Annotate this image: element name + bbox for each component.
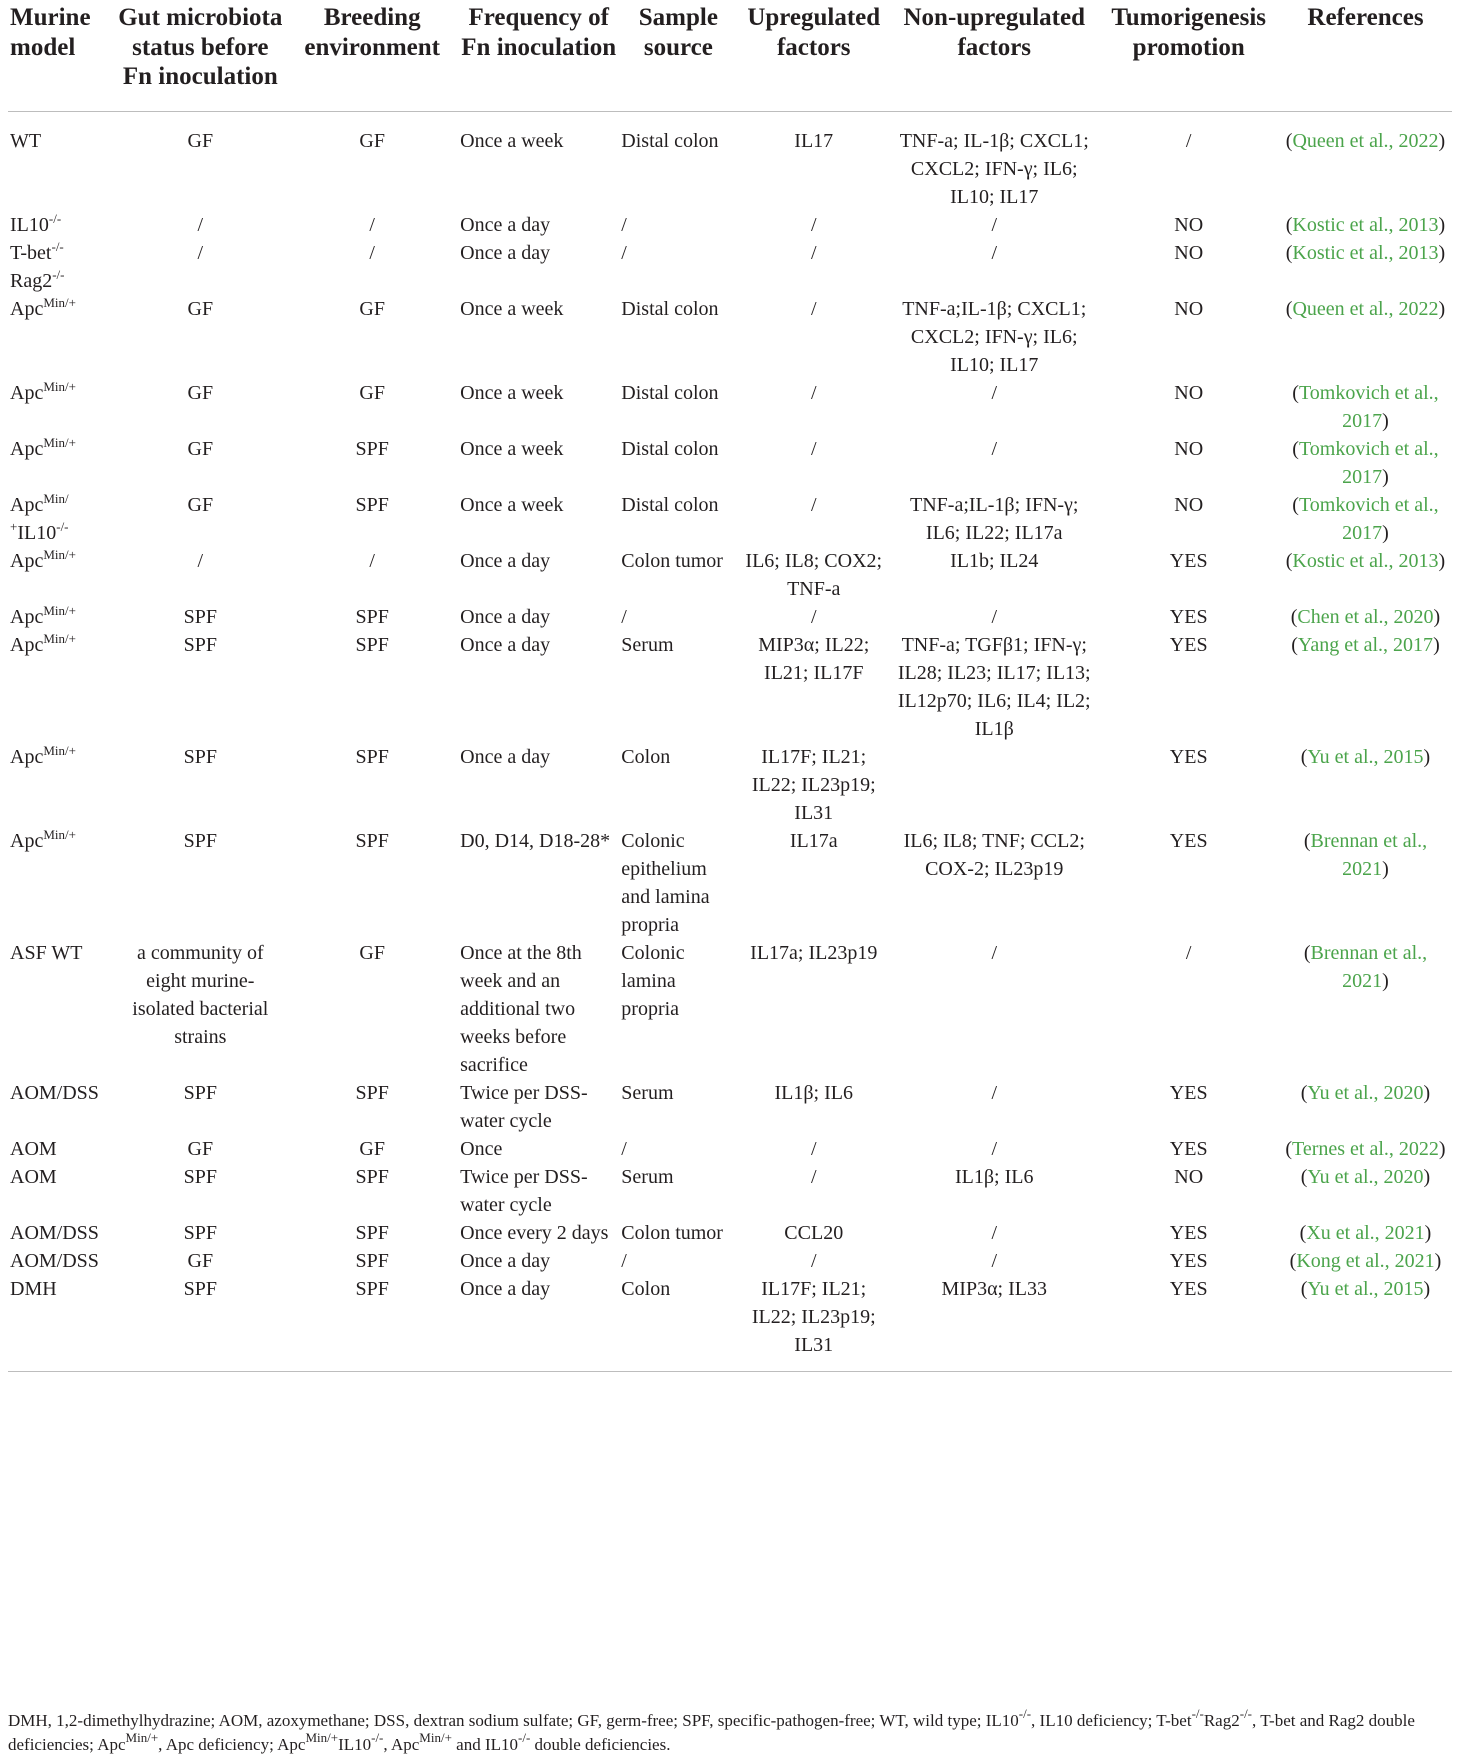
reference-link[interactable]: Kong et al., 2021 bbox=[1296, 1249, 1435, 1272]
cell-inoculation-frequency: Once a day bbox=[460, 745, 551, 768]
cell-gut-microbiota-status: a community of eight murine-isolated bacterial strains bbox=[132, 941, 269, 1048]
table-row bbox=[8, 295, 1452, 379]
cell-breeding-environment: SPF bbox=[355, 437, 389, 460]
cell-upregulated-factors: / bbox=[810, 381, 817, 404]
cell-non-upregulated-factors: IL1β; IL6 bbox=[954, 1165, 1034, 1188]
reference-link[interactable]: Tomkovich et al., 2017 bbox=[1298, 493, 1439, 544]
cell-breeding-environment: SPF bbox=[355, 1165, 389, 1188]
cell-gut-microbiota-status: GF bbox=[187, 1137, 214, 1160]
cell-murine-model bbox=[8, 1135, 114, 1163]
model-text: IL10 bbox=[17, 521, 57, 544]
cell-upregulated-factors: / bbox=[810, 297, 817, 320]
cell-reference: (Chen et al., 2020) bbox=[1290, 605, 1441, 628]
cell-reference: (Tomkovich et al., 2017) bbox=[1292, 381, 1439, 432]
footnote-text: double deficiencies. bbox=[530, 1735, 671, 1754]
cell-non-upregulated-factors: / bbox=[991, 1221, 998, 1244]
model-superscript: -/- bbox=[51, 238, 64, 254]
table-row bbox=[8, 827, 1452, 939]
footnote-text: Rag2 bbox=[1203, 1711, 1240, 1730]
cell-tumorigenesis-promotion: NO bbox=[1174, 297, 1204, 320]
model-text: Rag2 bbox=[10, 269, 53, 292]
model-text: AOM/DSS bbox=[10, 1081, 99, 1104]
cell-inoculation-frequency: Twice per DSS-water cycle bbox=[460, 1165, 588, 1216]
cell-upregulated-factors: IL17 bbox=[794, 129, 834, 152]
table-row bbox=[8, 1163, 1452, 1219]
model-superscript: -/- bbox=[56, 518, 69, 534]
cell-non-upregulated-factors: / bbox=[991, 605, 998, 628]
cell-non-upregulated-factors: / bbox=[991, 381, 998, 404]
cell-gut-microbiota-status: SPF bbox=[183, 633, 217, 656]
reference-link[interactable]: Yang et al., 2017 bbox=[1297, 633, 1434, 656]
model-superscript: Min/+ bbox=[43, 602, 76, 618]
cell-reference: (Ternes et al., 2022) bbox=[1285, 1137, 1446, 1160]
model-superscript: Min/ bbox=[43, 490, 69, 506]
cell-sample-source: Colon bbox=[621, 745, 671, 768]
cell-gut-microbiota-status: SPF bbox=[183, 745, 217, 768]
reference-link[interactable]: Xu et al., 2021 bbox=[1306, 1221, 1425, 1244]
cell-non-upregulated-factors: TNF-a; TGFβ1; IFN-γ; IL28; IL23; IL17; IL13; IL12p70; IL6; IL4; IL2; IL1β bbox=[897, 633, 1091, 740]
cell-inoculation-frequency: Once every 2 days bbox=[460, 1221, 609, 1244]
cell-breeding-environment: / bbox=[369, 549, 375, 572]
cell-tumorigenesis-promotion: YES bbox=[1169, 1221, 1208, 1244]
cell-tumorigenesis-promotion: NO bbox=[1174, 381, 1204, 404]
cell-gut-microbiota-status: GF bbox=[187, 381, 214, 404]
table-row bbox=[8, 435, 1452, 491]
table-row bbox=[8, 1219, 1452, 1247]
cell-sample-source: Colon tumor bbox=[621, 1221, 723, 1244]
table-header-row bbox=[8, 0, 1452, 111]
cell-murine-model bbox=[8, 435, 114, 491]
column-header-murine-model: Murine model bbox=[8, 0, 114, 111]
column-header-sample-source: Sample source bbox=[619, 0, 737, 111]
cell-gut-microbiota-status: SPF bbox=[114, 1275, 286, 1372]
cell-upregulated-factors: / bbox=[810, 1165, 817, 1188]
reference-link[interactable]: Chen et al., 2020 bbox=[1297, 605, 1434, 628]
reference-link[interactable]: Yu et al., 2020 bbox=[1307, 1165, 1424, 1188]
murine-model-table bbox=[8, 0, 1452, 1372]
cell-inoculation-frequency: D0, D14, D18-28* bbox=[460, 829, 611, 852]
column-header-gut-microbiota-status: Gut microbiota status before Fn inoculation bbox=[114, 0, 286, 111]
cell-breeding-environment: / bbox=[369, 213, 375, 236]
cell-reference: (Queen et al., 2022) bbox=[1285, 297, 1446, 320]
cell-sample-source: Colonic lamina propria bbox=[621, 941, 685, 1020]
cell-inoculation-frequency: Once at the 8th week and an additional two weeks before sacrifice bbox=[460, 941, 582, 1076]
cell-non-upregulated-factors: / bbox=[991, 1081, 998, 1104]
cell-upregulated-factors: / bbox=[810, 241, 817, 264]
cell-inoculation-frequency: Once a day bbox=[460, 605, 551, 628]
table-row bbox=[8, 1275, 1452, 1372]
cell-reference: (Yu et al., 2020) bbox=[1300, 1081, 1431, 1104]
cell-reference: (Yu et al., 2020) bbox=[1300, 1165, 1431, 1188]
model-superscript: Min/+ bbox=[43, 434, 76, 450]
cell-upregulated-factors: / bbox=[810, 493, 817, 516]
cell-sample-source: Serum bbox=[621, 633, 674, 656]
cell-breeding-environment: SPF bbox=[355, 605, 389, 628]
cell-inoculation-frequency: Once a day bbox=[458, 1275, 619, 1372]
reference-link[interactable]: Yu et al., 2015 bbox=[1307, 745, 1424, 768]
model-text: AOM/DSS bbox=[10, 1221, 99, 1244]
model-superscript: Min/+ bbox=[43, 378, 76, 394]
cell-breeding-environment: SPF bbox=[286, 1275, 458, 1372]
cell-gut-microbiota-status: SPF bbox=[183, 1221, 217, 1244]
cell-tumorigenesis-promotion: YES bbox=[1169, 1081, 1208, 1104]
cell-breeding-environment: GF bbox=[359, 129, 385, 152]
footnote-sup: -/- bbox=[371, 1730, 384, 1745]
column-header-upregulated-factors: Upregulated factors bbox=[737, 0, 890, 111]
table-row bbox=[8, 111, 1452, 211]
reference-link[interactable]: Yu et al., 2015 bbox=[1307, 1277, 1424, 1300]
cell-murine-model bbox=[8, 1079, 114, 1135]
cell-inoculation-frequency: Twice per DSS-water cycle bbox=[460, 1081, 588, 1132]
model-text: WT bbox=[10, 129, 42, 152]
table-row bbox=[8, 1247, 1452, 1275]
table-row bbox=[8, 547, 1452, 603]
reference-link[interactable]: Yu et al., 2020 bbox=[1307, 1081, 1424, 1104]
cell-breeding-environment: SPF bbox=[355, 1249, 389, 1272]
cell-gut-microbiota-status: GF bbox=[187, 129, 214, 152]
cell-non-upregulated-factors: / bbox=[991, 213, 998, 236]
cell-upregulated-factors: IL17a; IL23p19 bbox=[750, 941, 878, 964]
cell-tumorigenesis-promotion: NO bbox=[1174, 437, 1204, 460]
model-text: Apc bbox=[10, 745, 44, 768]
model-superscript: -/- bbox=[52, 266, 65, 282]
cell-gut-microbiota-status: GF bbox=[187, 1249, 214, 1272]
cell-inoculation-frequency: Once a day bbox=[460, 213, 551, 236]
cell-murine-model bbox=[8, 603, 114, 631]
cell-tumorigenesis-promotion: YES bbox=[1169, 829, 1208, 852]
cell-upregulated-factors: IL1β; IL6 bbox=[774, 1081, 853, 1104]
cell-gut-microbiota-status: SPF bbox=[183, 605, 217, 628]
footnote-sup: Min/+ bbox=[305, 1730, 339, 1745]
cell-murine-model bbox=[8, 295, 114, 379]
cell-tumorigenesis-promotion: NO bbox=[1174, 1165, 1204, 1188]
cell-inoculation-frequency: Once a week bbox=[460, 381, 564, 404]
cell-tumorigenesis-promotion: YES bbox=[1169, 549, 1208, 572]
cell-breeding-environment: SPF bbox=[355, 493, 389, 516]
cell-non-upregulated-factors: TNF-a;IL-1β; CXCL1; CXCL2; IFN-γ; IL6; IL10; IL17 bbox=[902, 297, 1087, 376]
table-row bbox=[8, 1135, 1452, 1163]
model-text: Apc bbox=[10, 605, 44, 628]
cell-non-upregulated-factors: / bbox=[991, 941, 998, 964]
model-text: Apc bbox=[10, 493, 44, 516]
cell-murine-model bbox=[8, 1219, 114, 1247]
cell-inoculation-frequency: Once a week bbox=[460, 129, 564, 152]
cell-reference: (Yu et al., 2015) bbox=[1279, 1275, 1452, 1372]
reference-link[interactable]: Brennan et al., 2021 bbox=[1310, 941, 1428, 992]
cell-non-upregulated-factors: MIP3α; IL33 bbox=[890, 1275, 1098, 1372]
cell-tumorigenesis-promotion: YES bbox=[1169, 1249, 1208, 1272]
cell-breeding-environment: SPF bbox=[355, 1221, 389, 1244]
cell-inoculation-frequency: Once a week bbox=[460, 297, 564, 320]
cell-sample-source: Colon tumor bbox=[621, 549, 723, 572]
cell-sample-source: Serum bbox=[621, 1165, 674, 1188]
cell-sample-source: / bbox=[621, 241, 627, 264]
cell-reference: (Brennan et al., 2021) bbox=[1303, 829, 1428, 880]
cell-inoculation-frequency: Once bbox=[460, 1137, 503, 1160]
cell-inoculation-frequency: Once a day bbox=[460, 1249, 551, 1272]
cell-sample-source: / bbox=[621, 1249, 627, 1272]
model-text: AOM/DSS bbox=[10, 1249, 99, 1272]
cell-gut-microbiota-status: GF bbox=[187, 437, 214, 460]
footnote-sup: Min/+ bbox=[419, 1730, 452, 1745]
reference-link[interactable]: Tomkovich et al., 2017 bbox=[1298, 437, 1439, 488]
cell-upregulated-factors: MIP3α; IL22; IL21; IL17F bbox=[758, 633, 870, 684]
cell-reference: (Brennan et al., 2021) bbox=[1303, 941, 1428, 992]
cell-upregulated-factors: / bbox=[810, 1137, 817, 1160]
cell-sample-source: Distal colon bbox=[621, 381, 719, 404]
model-text: Apc bbox=[10, 549, 44, 572]
cell-reference: (Tomkovich et al., 2017) bbox=[1292, 493, 1439, 544]
cell-murine-model bbox=[8, 379, 114, 435]
cell-murine-model bbox=[8, 111, 114, 211]
cell-upregulated-factors: / bbox=[810, 437, 817, 460]
cell-upregulated-factors: CCL20 bbox=[784, 1221, 844, 1244]
model-superscript: + bbox=[10, 518, 18, 534]
cell-murine-model bbox=[8, 547, 114, 603]
cell-murine-model bbox=[8, 1275, 114, 1372]
cell-reference: (Kostic et al., 2013) bbox=[1285, 213, 1446, 236]
cell-gut-microbiota-status: SPF bbox=[183, 829, 217, 852]
cell-breeding-environment: SPF bbox=[355, 633, 389, 656]
cell-upregulated-factors: / bbox=[810, 1249, 817, 1272]
table-row bbox=[8, 491, 1452, 547]
cell-gut-microbiota-status: GF bbox=[187, 297, 214, 320]
cell-tumorigenesis-promotion: / bbox=[1185, 941, 1192, 964]
cell-upregulated-factors: IL6; IL8; COX2; TNF-a bbox=[745, 549, 883, 600]
cell-reference: (Yang et al., 2017) bbox=[1291, 633, 1440, 656]
cell-tumorigenesis-promotion: YES bbox=[1169, 605, 1208, 628]
cell-sample-source: Colon bbox=[619, 1275, 737, 1372]
table-body bbox=[8, 111, 1452, 1371]
cell-murine-model bbox=[8, 631, 114, 743]
cell-gut-microbiota-status: SPF bbox=[183, 1165, 217, 1188]
cell-gut-microbiota-status: GF bbox=[187, 493, 214, 516]
model-text: AOM bbox=[10, 1165, 57, 1188]
cell-upregulated-factors: / bbox=[810, 213, 817, 236]
cell-murine-model bbox=[8, 827, 114, 939]
cell-tumorigenesis-promotion: YES bbox=[1169, 1137, 1208, 1160]
model-text: Apc bbox=[10, 633, 44, 656]
cell-breeding-environment: / bbox=[369, 241, 375, 264]
column-header-inoculation-frequency: Frequency of Fn inoculation bbox=[458, 0, 619, 111]
cell-breeding-environment: SPF bbox=[355, 745, 389, 768]
cell-tumorigenesis-promotion: / bbox=[1185, 129, 1192, 152]
cell-non-upregulated-factors: / bbox=[991, 241, 998, 264]
cell-sample-source: / bbox=[621, 605, 627, 628]
cell-inoculation-frequency: Once a week bbox=[460, 437, 564, 460]
table-row bbox=[8, 239, 1452, 295]
footnote-text: , Apc deficiency; Apc bbox=[158, 1735, 306, 1754]
cell-non-upregulated-factors: IL6; IL8; TNF; CCL2; COX-2; IL23p19 bbox=[903, 829, 1085, 880]
cell-breeding-environment: GF bbox=[359, 941, 385, 964]
table-row bbox=[8, 939, 1452, 1079]
cell-sample-source: Distal colon bbox=[621, 129, 719, 152]
table-row bbox=[8, 379, 1452, 435]
table-row bbox=[8, 603, 1452, 631]
cell-tumorigenesis-promotion: NO bbox=[1174, 213, 1204, 236]
cell-breeding-environment: GF bbox=[359, 1137, 385, 1160]
reference-link[interactable]: Queen et al., 2022 bbox=[1292, 129, 1439, 152]
footnote-text: , T-bet and Rag2 double deficiencies; Apc bbox=[8, 1711, 1415, 1754]
model-text: DMH bbox=[10, 1277, 57, 1300]
column-header-references: References bbox=[1279, 0, 1452, 111]
model-superscript: Min/+ bbox=[43, 294, 76, 310]
cell-upregulated-factors: / bbox=[810, 605, 817, 628]
cell-murine-model bbox=[8, 491, 114, 547]
column-header-breeding-environment: Breeding environment bbox=[286, 0, 458, 111]
cell-tumorigenesis-promotion: YES bbox=[1098, 1275, 1279, 1372]
model-superscript: Min/+ bbox=[43, 742, 76, 758]
model-text: IL10 bbox=[10, 213, 49, 236]
table-row bbox=[8, 743, 1452, 827]
cell-murine-model bbox=[8, 211, 114, 239]
cell-murine-model bbox=[8, 1163, 114, 1219]
reference-link[interactable]: Kostic et al., 2013 bbox=[1292, 213, 1439, 236]
cell-gut-microbiota-status: / bbox=[197, 213, 204, 236]
cell-sample-source: / bbox=[621, 1137, 627, 1160]
cell-inoculation-frequency: Once a week bbox=[460, 493, 564, 516]
footnote-text: , IL10 deficiency; T-bet bbox=[1031, 1711, 1192, 1730]
cell-non-upregulated-factors: IL1b; IL24 bbox=[950, 549, 1039, 572]
model-superscript: Min/+ bbox=[43, 630, 76, 646]
reference-link[interactable]: Tomkovich et al., 2017 bbox=[1298, 381, 1439, 432]
cell-inoculation-frequency: Once a day bbox=[460, 633, 551, 656]
cell-tumorigenesis-promotion: NO bbox=[1174, 493, 1204, 516]
model-text: T-bet bbox=[10, 241, 52, 264]
cell-inoculation-frequency: Once a day bbox=[460, 549, 551, 572]
footnote-text: , Apc bbox=[383, 1735, 420, 1754]
footnote-text: and IL10 bbox=[451, 1735, 518, 1754]
cell-upregulated-factors: IL17F; IL21; IL22; IL23p19; IL31 bbox=[751, 745, 876, 824]
cell-sample-source: Distal colon bbox=[621, 297, 719, 320]
footnote-text: IL10 bbox=[338, 1735, 372, 1754]
cell-reference: (Queen et al., 2022) bbox=[1285, 129, 1446, 152]
model-superscript: Min/+ bbox=[43, 826, 76, 842]
cell-tumorigenesis-promotion: YES bbox=[1169, 633, 1208, 656]
cell-tumorigenesis-promotion: NO bbox=[1174, 241, 1204, 264]
footnote-sup: -/- bbox=[1191, 1706, 1204, 1721]
cell-murine-model bbox=[8, 939, 114, 1079]
footnote-sup: -/- bbox=[1018, 1706, 1032, 1721]
cell-reference: (Yu et al., 2015) bbox=[1300, 745, 1431, 768]
cell-murine-model bbox=[8, 239, 114, 295]
model-superscript: Min/+ bbox=[43, 546, 76, 562]
cell-upregulated-factors: IL17F; IL21; IL22; IL23p19; IL31 bbox=[737, 1275, 890, 1372]
footnote-text: DMH, 1,2-dimethylhydrazine; AOM, azoxymethane; DSS, dextran sodium sulfate; GF, germ-free; SPF, specific-pathogen-free; WT, wild type; IL10 bbox=[8, 1711, 1019, 1730]
model-superscript: -/- bbox=[48, 210, 62, 226]
cell-upregulated-factors: IL17a bbox=[789, 829, 838, 852]
footnote-sup: -/- bbox=[1239, 1706, 1253, 1721]
cell-breeding-environment: SPF bbox=[355, 829, 389, 852]
column-header-non-upregulated-factors: Non-upregulated factors bbox=[890, 0, 1098, 111]
cell-sample-source: / bbox=[621, 213, 627, 236]
cell-gut-microbiota-status: / bbox=[197, 241, 204, 264]
cell-non-upregulated-factors: / bbox=[991, 437, 998, 460]
reference-link[interactable]: Brennan et al., 2021 bbox=[1310, 829, 1428, 880]
cell-breeding-environment: SPF bbox=[355, 1081, 389, 1104]
footnote-sup: Min/+ bbox=[125, 1730, 159, 1745]
table-row bbox=[8, 211, 1452, 239]
model-text: ASF WT bbox=[10, 941, 83, 964]
cell-reference: (Kostic et al., 2013) bbox=[1285, 241, 1446, 264]
cell-non-upregulated-factors: TNF-a; IL-1β; CXCL1; CXCL2; IFN-γ; IL6; IL10; IL17 bbox=[899, 129, 1089, 208]
model-text: Apc bbox=[10, 297, 44, 320]
cell-sample-source: Serum bbox=[621, 1081, 674, 1104]
model-text: Apc bbox=[10, 381, 44, 404]
table-row bbox=[8, 1079, 1452, 1135]
cell-murine-model bbox=[8, 743, 114, 827]
cell-tumorigenesis-promotion: YES bbox=[1169, 745, 1208, 768]
model-text: AOM bbox=[10, 1137, 57, 1160]
cell-murine-model bbox=[8, 1247, 114, 1275]
cell-breeding-environment: GF bbox=[359, 297, 385, 320]
table-row bbox=[8, 631, 1452, 743]
cell-sample-source: Colonic epithelium and lamina propria bbox=[621, 829, 710, 936]
cell-sample-source: Distal colon bbox=[621, 437, 719, 460]
cell-gut-microbiota-status: / bbox=[197, 549, 204, 572]
cell-non-upregulated-factors: TNF-a;IL-1β; IFN-γ; IL6; IL22; IL17a bbox=[910, 493, 1079, 544]
reference-link[interactable]: Kostic et al., 2013 bbox=[1292, 549, 1439, 572]
cell-reference: (Xu et al., 2021) bbox=[1299, 1221, 1432, 1244]
model-text: Apc bbox=[10, 437, 44, 460]
table-footnote bbox=[8, 1706, 1452, 1757]
cell-reference: (Tomkovich et al., 2017) bbox=[1292, 437, 1439, 488]
reference-link[interactable]: Queen et al., 2022 bbox=[1292, 297, 1439, 320]
cell-non-upregulated-factors: / bbox=[991, 1249, 998, 1272]
cell-reference: (Kostic et al., 2013) bbox=[1285, 549, 1446, 572]
cell-reference: (Kong et al., 2021) bbox=[1289, 1249, 1442, 1272]
cell-inoculation-frequency: Once a day bbox=[460, 241, 551, 264]
cell-gut-microbiota-status: SPF bbox=[183, 1081, 217, 1104]
reference-link[interactable]: Ternes et al., 2022 bbox=[1292, 1137, 1439, 1160]
cell-non-upregulated-factors: / bbox=[991, 1137, 998, 1160]
column-header-tumorigenesis-promotion: Tumorigenesis promotion bbox=[1098, 0, 1279, 111]
cell-breeding-environment: GF bbox=[359, 381, 385, 404]
reference-link[interactable]: Kostic et al., 2013 bbox=[1292, 241, 1439, 264]
footnote-sup: -/- bbox=[518, 1730, 531, 1745]
model-text: Apc bbox=[10, 829, 44, 852]
cell-non-upregulated-factors bbox=[890, 743, 1098, 827]
cell-sample-source: Distal colon bbox=[621, 493, 719, 516]
